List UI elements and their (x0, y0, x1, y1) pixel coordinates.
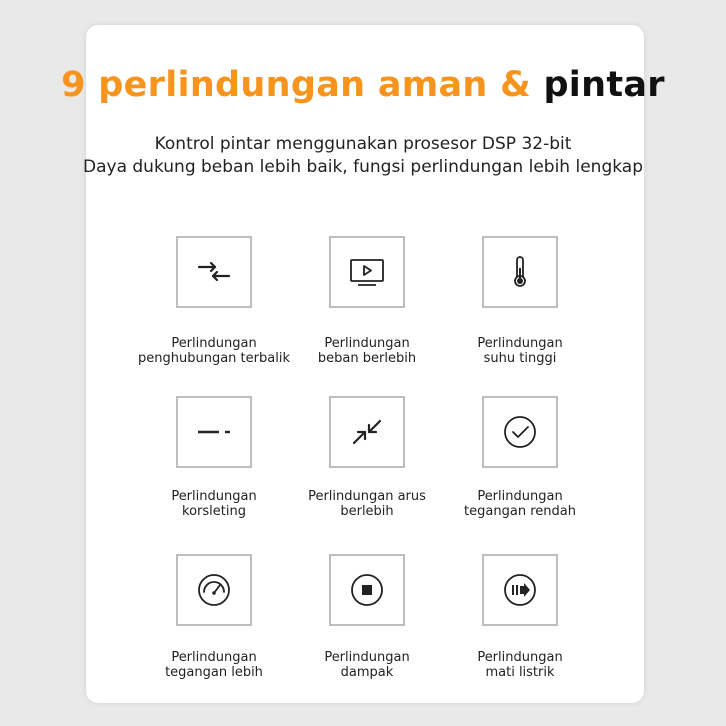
feature-label-low-voltage: Perlindungan tegangan rendah (464, 489, 576, 519)
feature-box-overload (329, 236, 405, 308)
feature-box-short-circuit (176, 396, 252, 468)
power-off-arrow-icon (498, 568, 542, 612)
feature-label-impact: Perlindungan dampak (324, 650, 410, 680)
feature-label-reverse-connection: Perlindungan penghubungan terbalik (138, 336, 290, 366)
short-circuit-line-icon (192, 410, 236, 454)
gauge-icon (192, 568, 236, 612)
page-title (0, 65, 726, 105)
feature-box-low-voltage (482, 396, 558, 468)
feature-box-high-temperature (482, 236, 558, 308)
thermometer-icon (498, 250, 542, 294)
feature-box-overcurrent (329, 396, 405, 468)
feature-box-overvoltage (176, 554, 252, 626)
feature-label-overcurrent: Perlindungan arus berlebih (308, 489, 426, 519)
feature-label-short-circuit: Perlindungan korsleting (171, 489, 257, 519)
feature-box-power-off (482, 554, 558, 626)
subtitle-line-1: Kontrol pintar menggunakan prosesor DSP 32-bit (154, 134, 572, 154)
monitor-play-icon (345, 250, 389, 294)
feature-box-impact (329, 554, 405, 626)
stop-circle-icon (345, 568, 389, 612)
reverse-connection-arrows-icon (192, 250, 236, 294)
check-circle-icon (498, 410, 542, 454)
feature-label-overload: Perlindungan beban berlebih (317, 336, 417, 366)
title-orange-part: 9 perlindungan aman & (61, 65, 531, 105)
feature-label-high-temperature: Perlindungan suhu tinggi (477, 336, 563, 366)
subtitle-line-2: Daya dukung beban lebih baik, fungsi perlindungan lebih lengkap (83, 157, 643, 177)
feature-label-overvoltage: Perlindungan tegangan lebih (165, 650, 263, 680)
converging-arrows-icon (345, 410, 389, 454)
feature-label-power-off: Perlindungan mati listrik (477, 650, 563, 680)
feature-box-reverse-connection (176, 236, 252, 308)
title-dark-part: pintar (543, 65, 665, 105)
